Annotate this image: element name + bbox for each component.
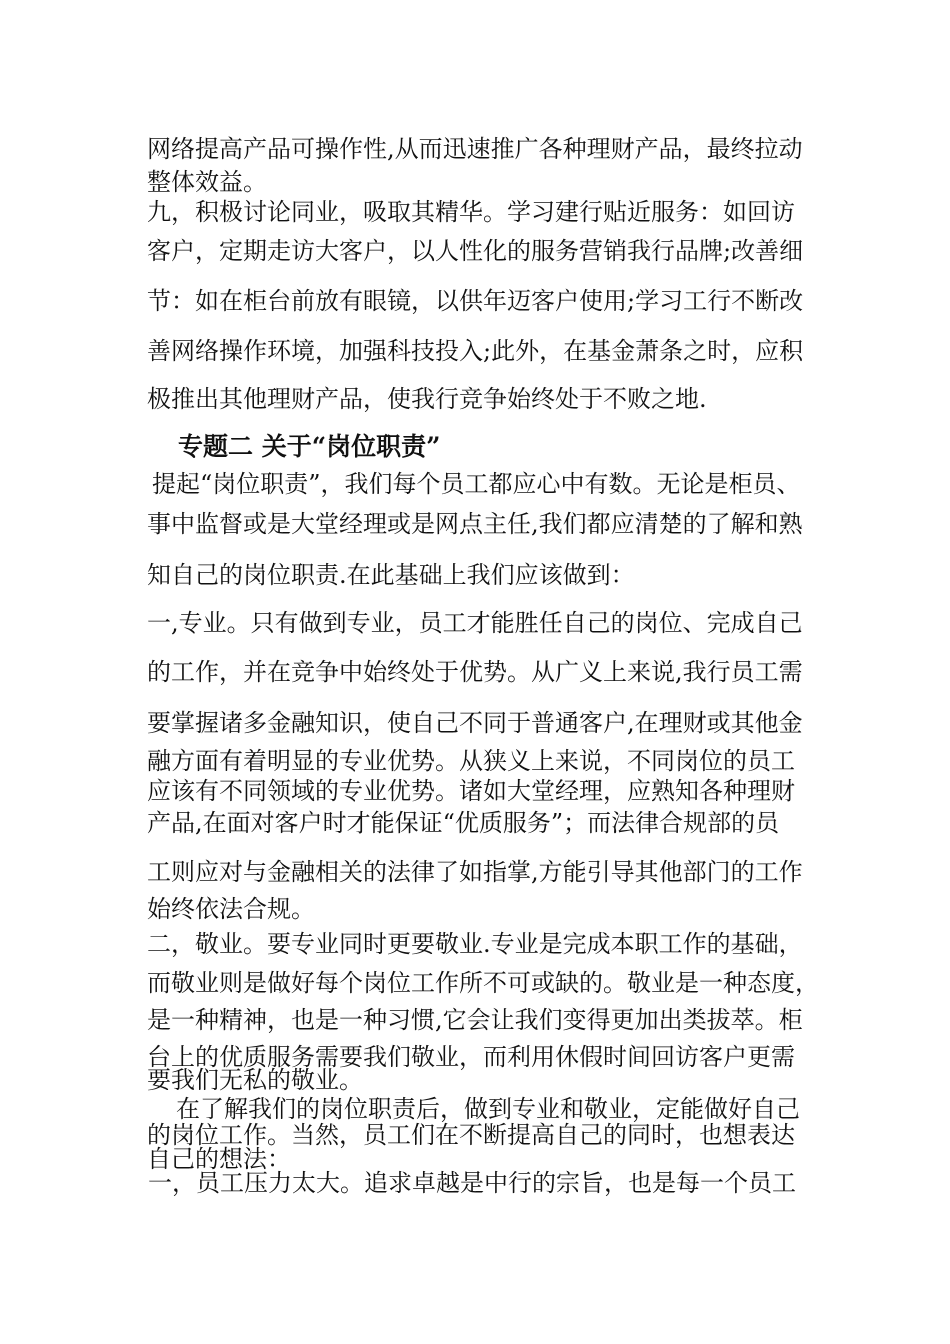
- text-line: 提起“岗位职责”，我们每个员工都应心中有数。无论是柜员、: [152, 470, 801, 498]
- text-line: 的岗位工作。当然，员工们在不断提高自己的同时，也想表达: [147, 1121, 795, 1149]
- section-heading: 专题二 关于“岗位职责”: [178, 432, 441, 461]
- text-line: 台上的优质服务需要我们敬业，而利用休假时间回访客户更需: [147, 1043, 795, 1071]
- text-line: 要我们无私的敬业。: [147, 1066, 363, 1094]
- text-line: 二，敬业。要专业同时更要敬业.专业是完成本职工作的基础，: [147, 930, 803, 958]
- text-line: 产品,在面对客户时才能保证“优质服务”；而法律合规部的员: [147, 809, 780, 837]
- text-line: 融方面有着明显的专业优势。从狭义上来说，不同岗位的员工: [147, 747, 795, 775]
- text-line: 九，积极讨论同业，吸取其精华。学习建行贴近服务：如回访: [147, 198, 795, 226]
- text-line: 而敬业则是做好每个岗位工作所不可或缺的。敬业是一种态度，: [147, 969, 819, 997]
- text-line: 客户，定期走访大客户，以人性化的服务营销我行品牌;改善细: [147, 237, 804, 265]
- text-line: 在了解我们的岗位职责后，做到专业和敬业，定能做好自己: [176, 1095, 800, 1123]
- text-line: 网络提高产品可操作性,从而迅速推广各种理财产品，最终拉动: [147, 135, 803, 163]
- text-line: 自己的想法：: [147, 1145, 291, 1173]
- text-line: 应该有不同领域的专业优势。诸如大堂经理，应熟知各种理财: [147, 777, 795, 805]
- text-line: 知自己的岗位职责.在此基础上我们应该做到：: [147, 561, 635, 589]
- text-line: 要掌握诸多金融知识，使自己不同于普通客户,在理财或其他金: [147, 709, 803, 737]
- text-line: 事中监督或是大堂经理或是网点主任,我们都应清楚的了解和熟: [147, 510, 803, 538]
- text-line: 整体效益。: [147, 168, 267, 196]
- text-line: 的工作，并在竞争中始终处于优势。从广义上来说,我行员工需: [147, 658, 803, 686]
- text-line: 一，员工压力太大。追求卓越是中行的宗旨，也是每一个员工: [148, 1169, 796, 1197]
- text-line: 始终依法合规。: [147, 895, 315, 923]
- text-line: 工则应对与金融相关的法律了如指掌,方能引导其他部门的工作: [147, 858, 803, 886]
- text-line: 是一种精神，也是一种习惯,它会让我们变得更加出类拔萃。柜: [147, 1006, 803, 1034]
- text-line: 一,专业。只有做到专业，员工才能胜任自己的岗位、完成自己: [147, 609, 803, 637]
- text-line: 善网络操作环境，加强科技投入;此外，在基金萧条之时，应积: [147, 337, 804, 365]
- text-line: 节：如在柜台前放有眼镜，以供年迈客户使用;学习工行不断改: [147, 287, 804, 315]
- text-line: 极推出其他理财产品，使我行竞争始终处于不败之地.: [147, 385, 707, 413]
